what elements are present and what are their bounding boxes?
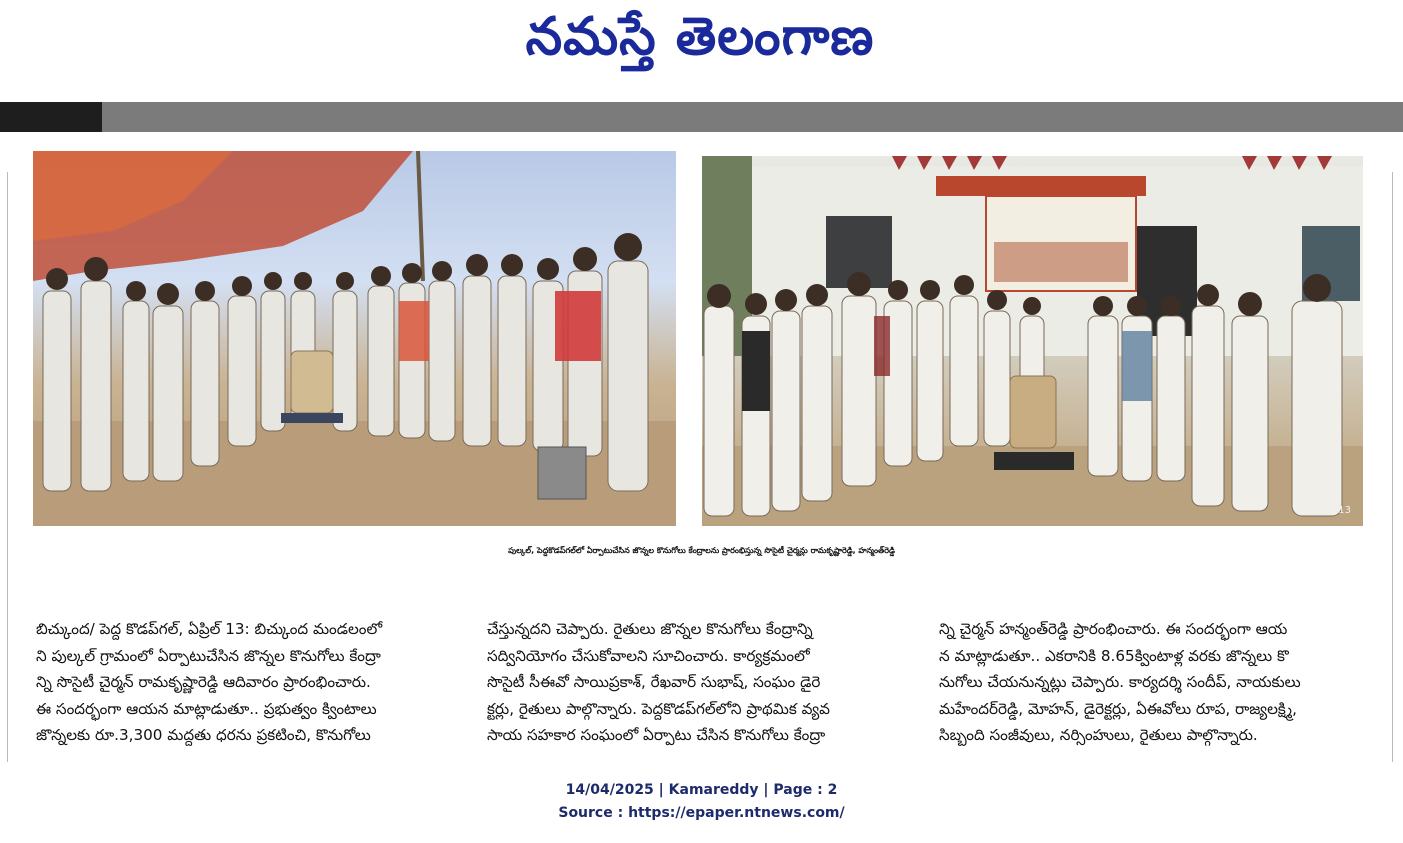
frame-border-right <box>1392 172 1393 762</box>
article-line: ని పుల్కల్ గ్రామంలో ఏర్పాటుచేసిన జొన్నల కొనుగోలు కేంద్రా <box>36 646 381 665</box>
article-line: జొన్నలకు రూ.3,300 మద్దతు ధరను ప్రకటించి, కొనుగోలు <box>36 726 371 744</box>
photo-pulkal-illustration <box>33 151 676 526</box>
header-rule-grey <box>102 102 1403 132</box>
article-column-1 <box>36 616 466 749</box>
photo-peddakodapgal-centre <box>702 156 1363 526</box>
article-line: న మాట్లాడుతూ.. ఎకరానికి 8.65క్వింటాళ్ల వరకు జొన్నలు కొ <box>939 646 1289 665</box>
article-line: చేస్తున్నదని చెప్పారు. రైతులు జొన్నల కొనుగోలు కేంద్రాన్ని <box>487 620 813 638</box>
photo-pulkal-centre <box>33 151 676 526</box>
article-line: నుగోలు చేయనున్నట్లు చెప్పారు. కార్యదర్శి సందీప్, నాయకులు <box>939 673 1301 691</box>
photo-caption: పుల్కల్, పెద్దకొడప్‌గల్‌లో ఏర్పాటుచేసిన జొన్నల కొనుగోలు కేంద్రాలను ప్రారంభిస్తున్న సొసైటీ చైర్మన్లు రామకృష్ణారెడ్డి, హన్మంత్‌రెడ్డి <box>508 546 895 555</box>
footer-source-link[interactable]: Source : https://epaper.ntnews.com/ <box>558 805 845 821</box>
photo-tag: 13 <box>1338 505 1351 516</box>
article-line: ఈ సందర్భంగా ఆయన మాట్లాడుతూ.. ప్రభుత్వం క్వింటాలు <box>36 699 377 718</box>
newspaper-logo: నమస్తే తెలంగాణ <box>525 6 875 67</box>
header-rule-dark <box>0 102 102 132</box>
photo-peddakodapgal-illustration <box>702 156 1363 526</box>
article-line: న్ని సొసైటీ చైర్మన్ రామకృష్ణారెడ్డి ఆదివారం ప్రారంభించారు. <box>36 673 371 691</box>
article-line: మహేందర్‌రెడ్డి, మోహన్, డైరెక్టర్లు, ఏఈవోలు రూప, రాజ్యలక్ష్మి, <box>939 699 1297 718</box>
frame-border-left <box>7 172 8 762</box>
article-line: సాయ సహకార సంఘంలో ఏర్పాటు చేసిన కొనుగోలు కేంద్రా <box>487 726 826 744</box>
article-line: సద్వినియోగం చేసుకోవాలని సూచించారు. కార్యక్రమంలో <box>487 646 810 665</box>
article-line: బిచ్కుంద/ పెద్ద కొడప్‌గల్, ఏప్రిల్ 13: బిచ్కుంద మండలంలో <box>36 620 383 638</box>
article-line: సిబ్బంది సంజీవులు, నర్సింహులు, రైతులు పాల్గొన్నారు. <box>939 726 1258 744</box>
article-column-2 <box>487 616 917 749</box>
masthead <box>0 0 1403 100</box>
footer-edition-info: 14/04/2025 | Kamareddy | Page : 2 <box>565 782 838 798</box>
article-line: సొసైటీ సీఈవో సాయిప్రకాశ్, రేఖవార్ సుభాష్, సంఘం డైరె <box>487 673 821 691</box>
article-column-3 <box>939 616 1369 749</box>
article-line: క్టర్లు, రైతులు పాల్గొన్నారు. పెద్దకొడప్‌గల్‌లోని ప్రాథమిక వ్యవ <box>487 699 830 718</box>
article-line: న్ని చైర్మన్ హన్మంత్‌రెడ్డి ప్రారంభించారు. ఈ సందర్భంగా ఆయ <box>939 620 1288 638</box>
